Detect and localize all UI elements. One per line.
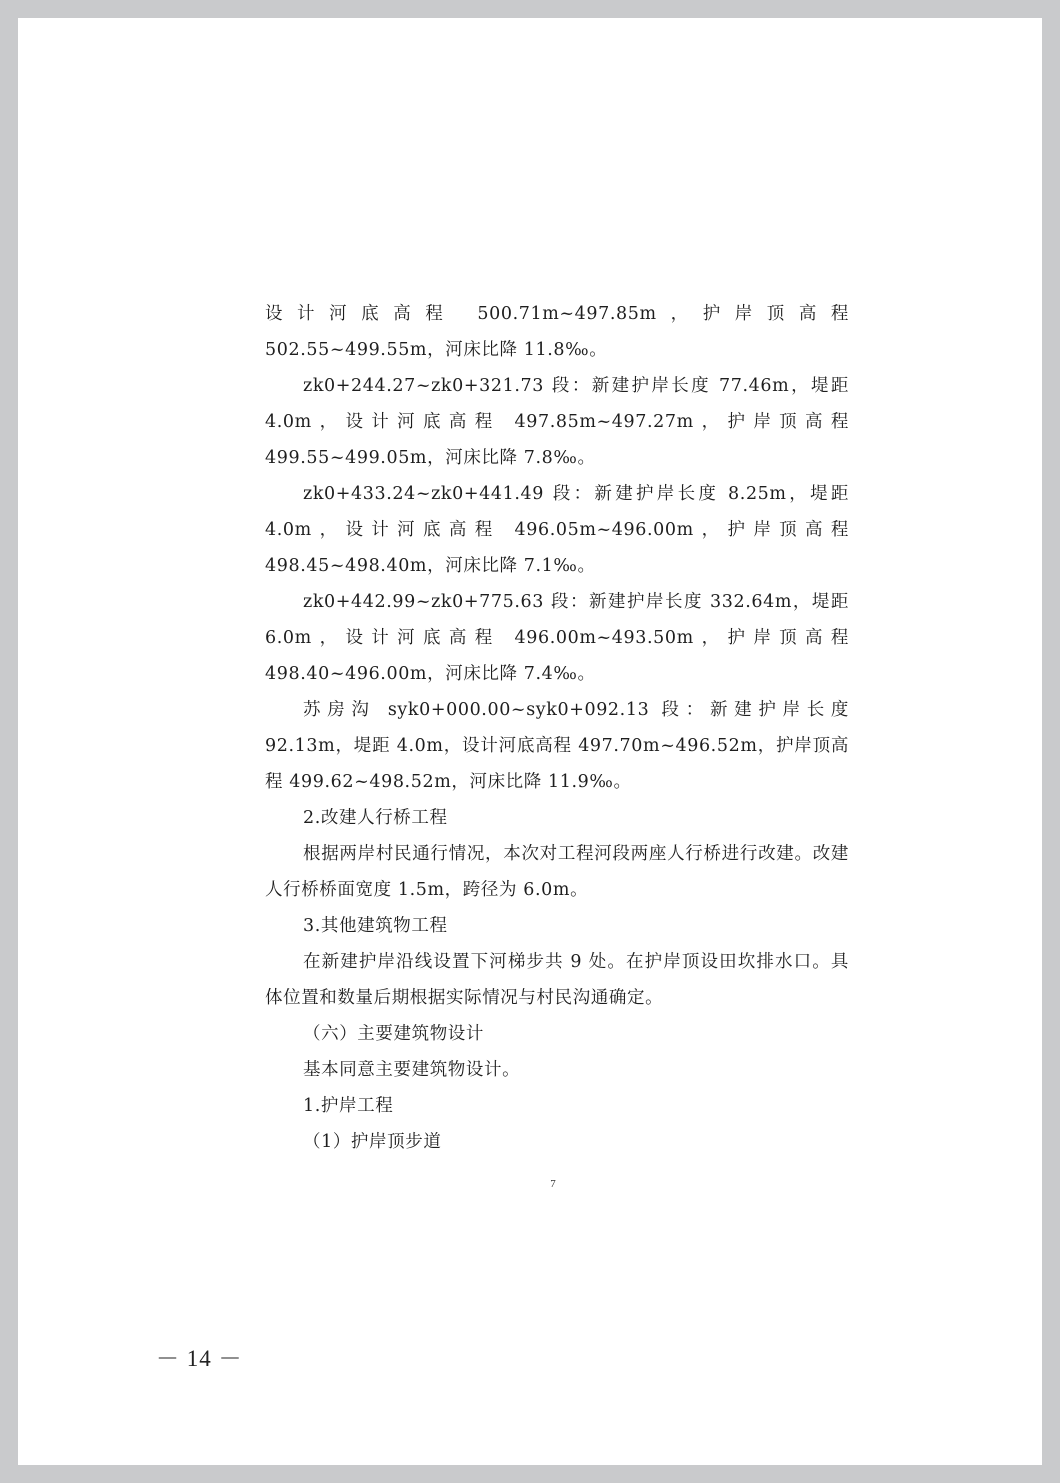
heading-other-structures: 3.其他建筑物工程 <box>303 916 448 936</box>
heading-pedestrian-bridge: 2.改建人行桥工程 <box>303 808 448 828</box>
paragraph-pedestrian-bridge: 根据两岸村民通行情况，本次对工程河段两座人行桥进行改建。改建人行桥桥面宽度 1.5m，跨径为 6.0m。 <box>265 844 849 900</box>
paragraph-section-zk0-433: zk0+433.24~zk0+441.49 段：新建护岸长度 8.25m，堤距 4.0m，设计河底高程 496.05m~496.00m，护岸顶高程 498.45~498.40m，河床比降 7.1‰。 <box>265 484 849 576</box>
paragraph-main-structure-design: 基本同意主要建筑物设计。 <box>303 1060 521 1080</box>
body-text <box>265 296 849 1160</box>
heading-revetment: 1.护岸工程 <box>303 1096 394 1116</box>
heading-main-structure-design: （六）主要建筑物设计 <box>303 1024 484 1044</box>
paragraph-section-zk0-244: zk0+244.27~zk0+321.73 段：新建护岸长度 77.46m，堤距 4.0m，设计河底高程 497.85m~497.27m，护岸顶高程 499.55~499.05m，河床比降 7.8‰。 <box>265 376 849 468</box>
paragraph-other-structures: 在新建护岸沿线设置下河梯步共 9 处。在护岸顶设田坎排水口。具体位置和数量后期根据实际情况与村民沟通确定。 <box>265 952 849 1008</box>
paragraph-section-sufanggou: 苏房沟 syk0+000.00~syk0+092.13 段：新建护岸长度 92.13m，堤距 4.0m，设计河底高程 497.70m~496.52m，护岸顶高程 499.62~498.52m，河床比降 11.9‰。 <box>265 700 849 792</box>
paragraph-elevation-continued: 设计河底高程 500.71m~497.85m，护岸顶高程 502.55~499.55m，河床比降 11.8‰。 <box>265 304 849 360</box>
document-page <box>18 18 1042 1465</box>
paragraph-section-zk0-442: zk0+442.99~zk0+775.63 段：新建护岸长度 332.64m，堤距 6.0m，设计河底高程 496.00m~493.50m，护岸顶高程 498.40~496.00m，河床比降 7.4‰。 <box>265 592 849 684</box>
inner-page-number: 7 <box>550 1178 556 1190</box>
heading-revetment-walkway: （1）护岸顶步道 <box>303 1132 442 1152</box>
footer-page-number: － 14 － <box>156 1346 243 1371</box>
